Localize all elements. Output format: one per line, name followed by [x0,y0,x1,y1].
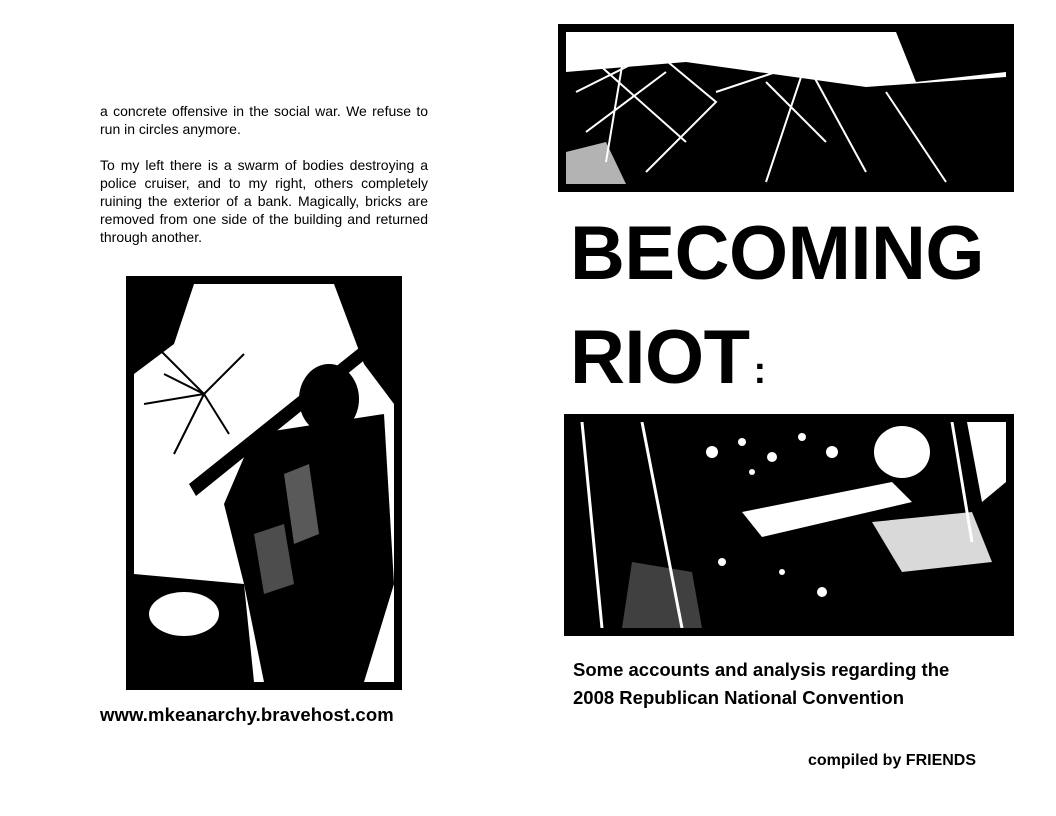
subtitle [573,656,1033,712]
title-line-1: BECOMING [570,211,984,296]
paragraph: To my left there is a swarm of bodies destroying a police cruiser, and to my right, others completely ruining the exterior of a bank. Magically, bricks are removed from one side of the building and returned through another. [100,157,428,245]
riot-police-photo [564,414,1014,636]
police-image [572,422,1006,628]
title-word: RIOT [570,315,750,400]
cruiser-image [566,32,1006,184]
paragraph: a concrete offensive in the social war. We refuse to run in circles anymore. [100,103,428,137]
credit: compiled by FRIENDS [808,752,977,769]
subtitle-line-1: Some accounts and analysis regarding the [573,659,950,680]
front-cover [528,0,1056,816]
title-colon: : [753,350,767,392]
rioter-photo [126,276,402,690]
title-line-2 [570,315,767,400]
rioter-image [134,284,394,682]
smashed-cruiser-photo [558,24,1014,192]
subtitle-line-2: 2008 Republican National Convention [573,687,905,708]
body-text [100,102,428,246]
website-url: www.mkeanarchy.bravehost.com [100,704,394,725]
